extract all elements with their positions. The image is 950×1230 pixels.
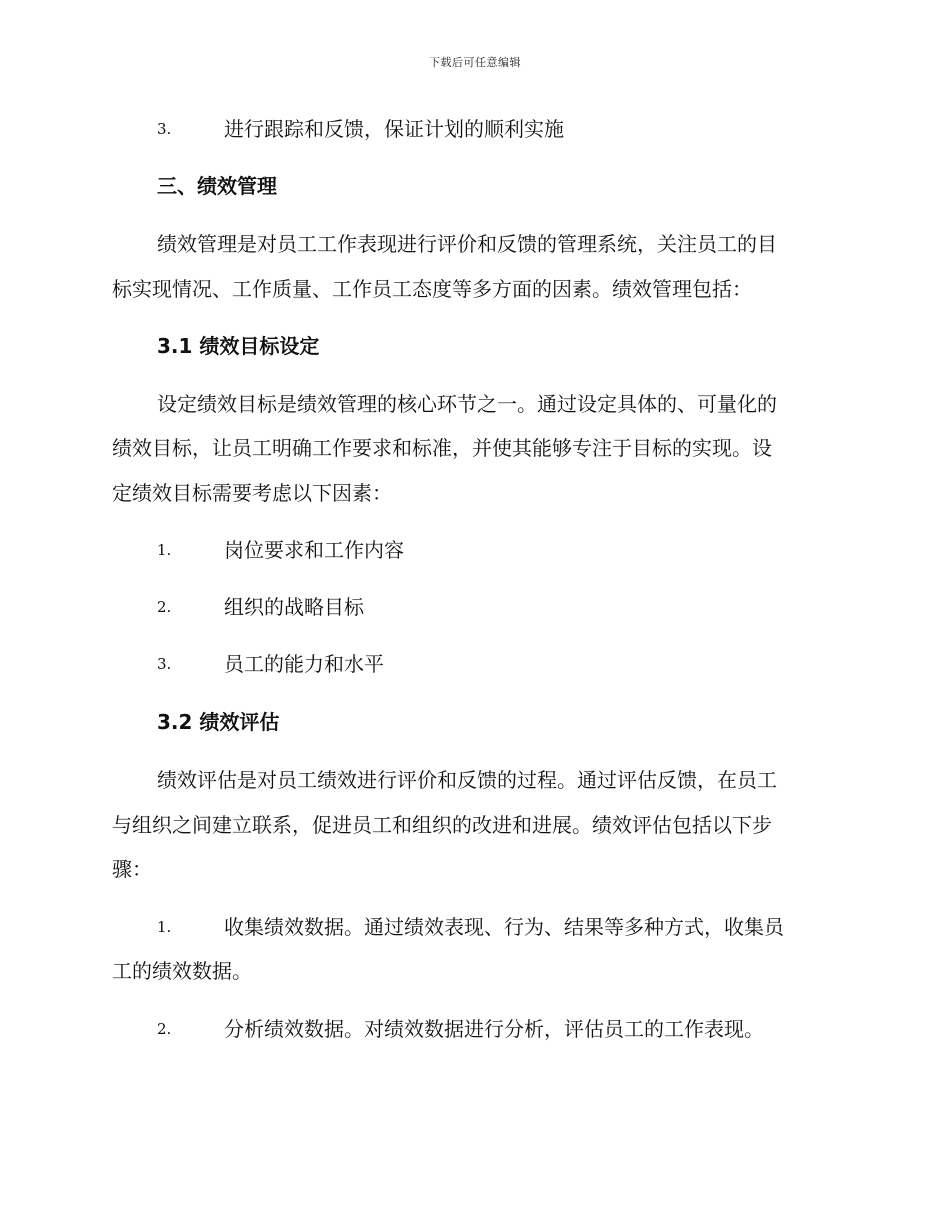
list-number: 2.	[157, 1020, 172, 1038]
list-number: 2.	[157, 598, 172, 616]
paragraph-line: 与组织之间建立联系，促进员工和组织的改进和进展。绩效评估包括以下步	[112, 813, 772, 837]
paragraph-line: 设定绩效目标是绩效管理的核心环节之一。通过设定具体的、可量化的	[157, 392, 777, 416]
list-number: 1.	[157, 918, 172, 936]
list-item-text: 组织的战略目标	[224, 595, 364, 619]
list-item-text: 收集绩效数据。通过绩效表现、行为、结果等多种方式，收集员	[224, 915, 784, 939]
paragraph-line: 绩效评估是对员工绩效进行评价和反馈的过程。通过评估反馈，在员工	[157, 768, 777, 792]
subsection-heading: 3.1 绩效目标设定	[157, 334, 320, 358]
list-number: 3.	[157, 655, 172, 673]
paragraph-line: 定绩效目标需要考虑以下因素：	[112, 481, 392, 505]
subsection-heading: 3.2 绩效评估	[157, 710, 280, 734]
list-item-text: 岗位要求和工作内容	[224, 538, 404, 562]
page-header: 下载后可任意编辑	[429, 56, 521, 69]
list-number: 3.	[157, 120, 172, 138]
paragraph-line: 绩效目标，让员工明确工作要求和标准，并使其能够专注于目标的实现。设	[112, 436, 772, 460]
section-heading: 三、绩效管理	[157, 174, 277, 198]
list-item-text: 员工的能力和水平	[224, 652, 384, 676]
list-item-continuation: 工的绩效数据。	[112, 959, 252, 983]
list-number: 1.	[157, 541, 172, 559]
list-item-text: 进行跟踪和反馈，保证计划的顺利实施	[224, 117, 564, 141]
list-item-text: 分析绩效数据。对绩效数据进行分析，评估员工的工作表现。	[224, 1017, 764, 1041]
paragraph-line: 骤：	[112, 857, 152, 881]
paragraph-line: 标实现情况、工作质量、工作员工态度等多方面的因素。绩效管理包括：	[112, 277, 752, 301]
paragraph-line: 绩效管理是对员工工作表现进行评价和反馈的管理系统，关注员工的目	[157, 232, 777, 256]
